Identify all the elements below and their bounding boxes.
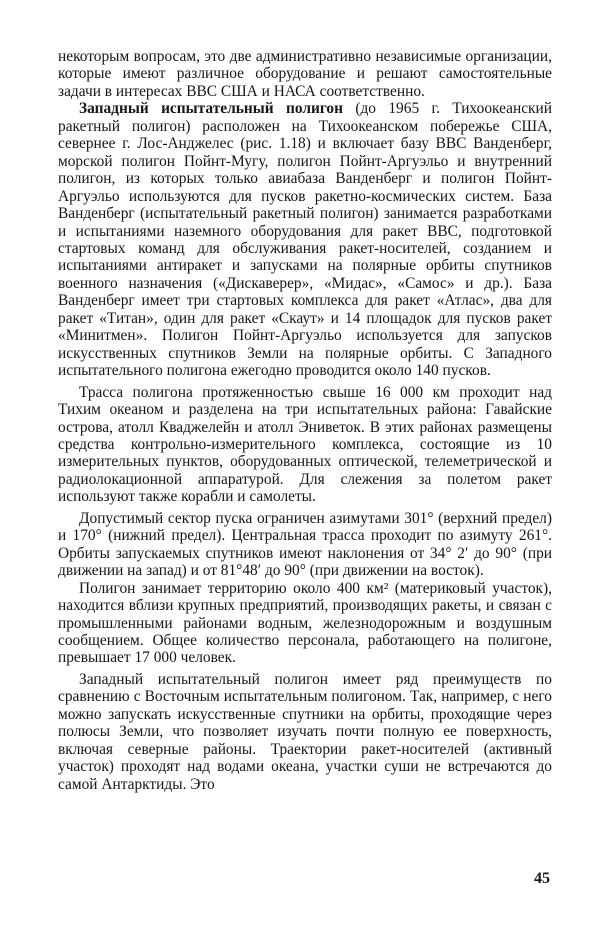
paragraph-territory: Полигон занимает территорию около 400 км² (материковый участок), находится вблизи крупных предприятий, производящих ракеты, и связан с промышленными районами водным, железнодорожным и воздушным сообщением. Общее количество персонала, работающего на полигоне, превышает 17 000 человек. — [58, 579, 552, 667]
page-number: 45 — [534, 870, 550, 887]
paragraph-western-range — [58, 100, 552, 379]
paragraph-western-range-body: (до 1965 г. Тихоокеанский ракетный полигон) расположен на Тихоокеанском побережье США, севернее г. Лос-Анджелес (рис. 1.18) и включает базу ВВС Ванденберг, морской полигон Пойнт-Мугу, полигон Пойнт-Аргуэльо и внутренний полигон, из которых только авиабаза Ванденберг и полигон Пойнт-Аргуэльо используются для пусков ракетно-космических систем. База Ванденберг (испытательный ракетный полигон) занимается разработками и испытаниями наземного оборудования для ракет ВВС, подготовкой стартовых команд для обслуживания ракет-носителей, созданием и испытаниями антиракет и запусками на полярные орбиты спутников военного назначения («Дискаверер», «Мидас», «Самос» и др.). База Ванденберг имеет три стартовых комплекса для ракет «Атлас», два для ракет «Титан», один для ракет «Скаут» и 14 площадок для пусков ракет «Минитмен». Полигон Пойнт-Аргуэльо используется для запусков искусственных спутников Земли на полярные орбиты. С Западного испытательного полигона ежегодно проводится около 140 пусков. — [58, 100, 552, 380]
paragraph-advantages: Западный испытательный полигон имеет ряд преимуществ по сравнению с Восточным испытательным полигоном. Так, например, с него можно запускать искусственные спутники на орбиты, проходящие через полюсы Земли, что позволяет изучать почти полную ее поверхность, включая северные районы. Траектории ракет-носителей (активный участок) проходят над водами океана, участки суши не встречаются до самой Антарктиды. Это — [58, 670, 552, 793]
run-in-heading: Западный испытательный полигон — [79, 100, 343, 118]
paragraph-route: Трасса полигона протяженностью свыше 16 000 км проходит над Тихим океаном и разделена на три испытательных района: Гавайские острова, атолл Кваджелейн и атолл Эниветок. В этих районах размещены средства контрольно-измерительного комплекса, состоящие из 10 измерительных пунктов, оборудованных оптической, телеметрической и радиолокационной аппаратурой. Для слежения за полетом ракет используют также корабли и самолеты. — [58, 383, 552, 506]
paragraph-launch-sector: Допустимый сектор пуска ограничен азимутами 301° (верхний предел) и 170° (нижний предел). Центральная трасса проходит по азимуту 261°. Орбиты запускаемых спутников имеют наклонения от 34° 2′ до 90° (при движении на запад) и от 81°48′ до 90° (при движении на восток). — [58, 509, 552, 580]
paragraph-continuation: некоторым вопросам, это две административно независимые организации, которые имеют различное оборудование и решают самостоятельные задачи в интересах ВВС США и НАСА соответственно. — [58, 48, 552, 100]
body-text — [58, 48, 552, 793]
